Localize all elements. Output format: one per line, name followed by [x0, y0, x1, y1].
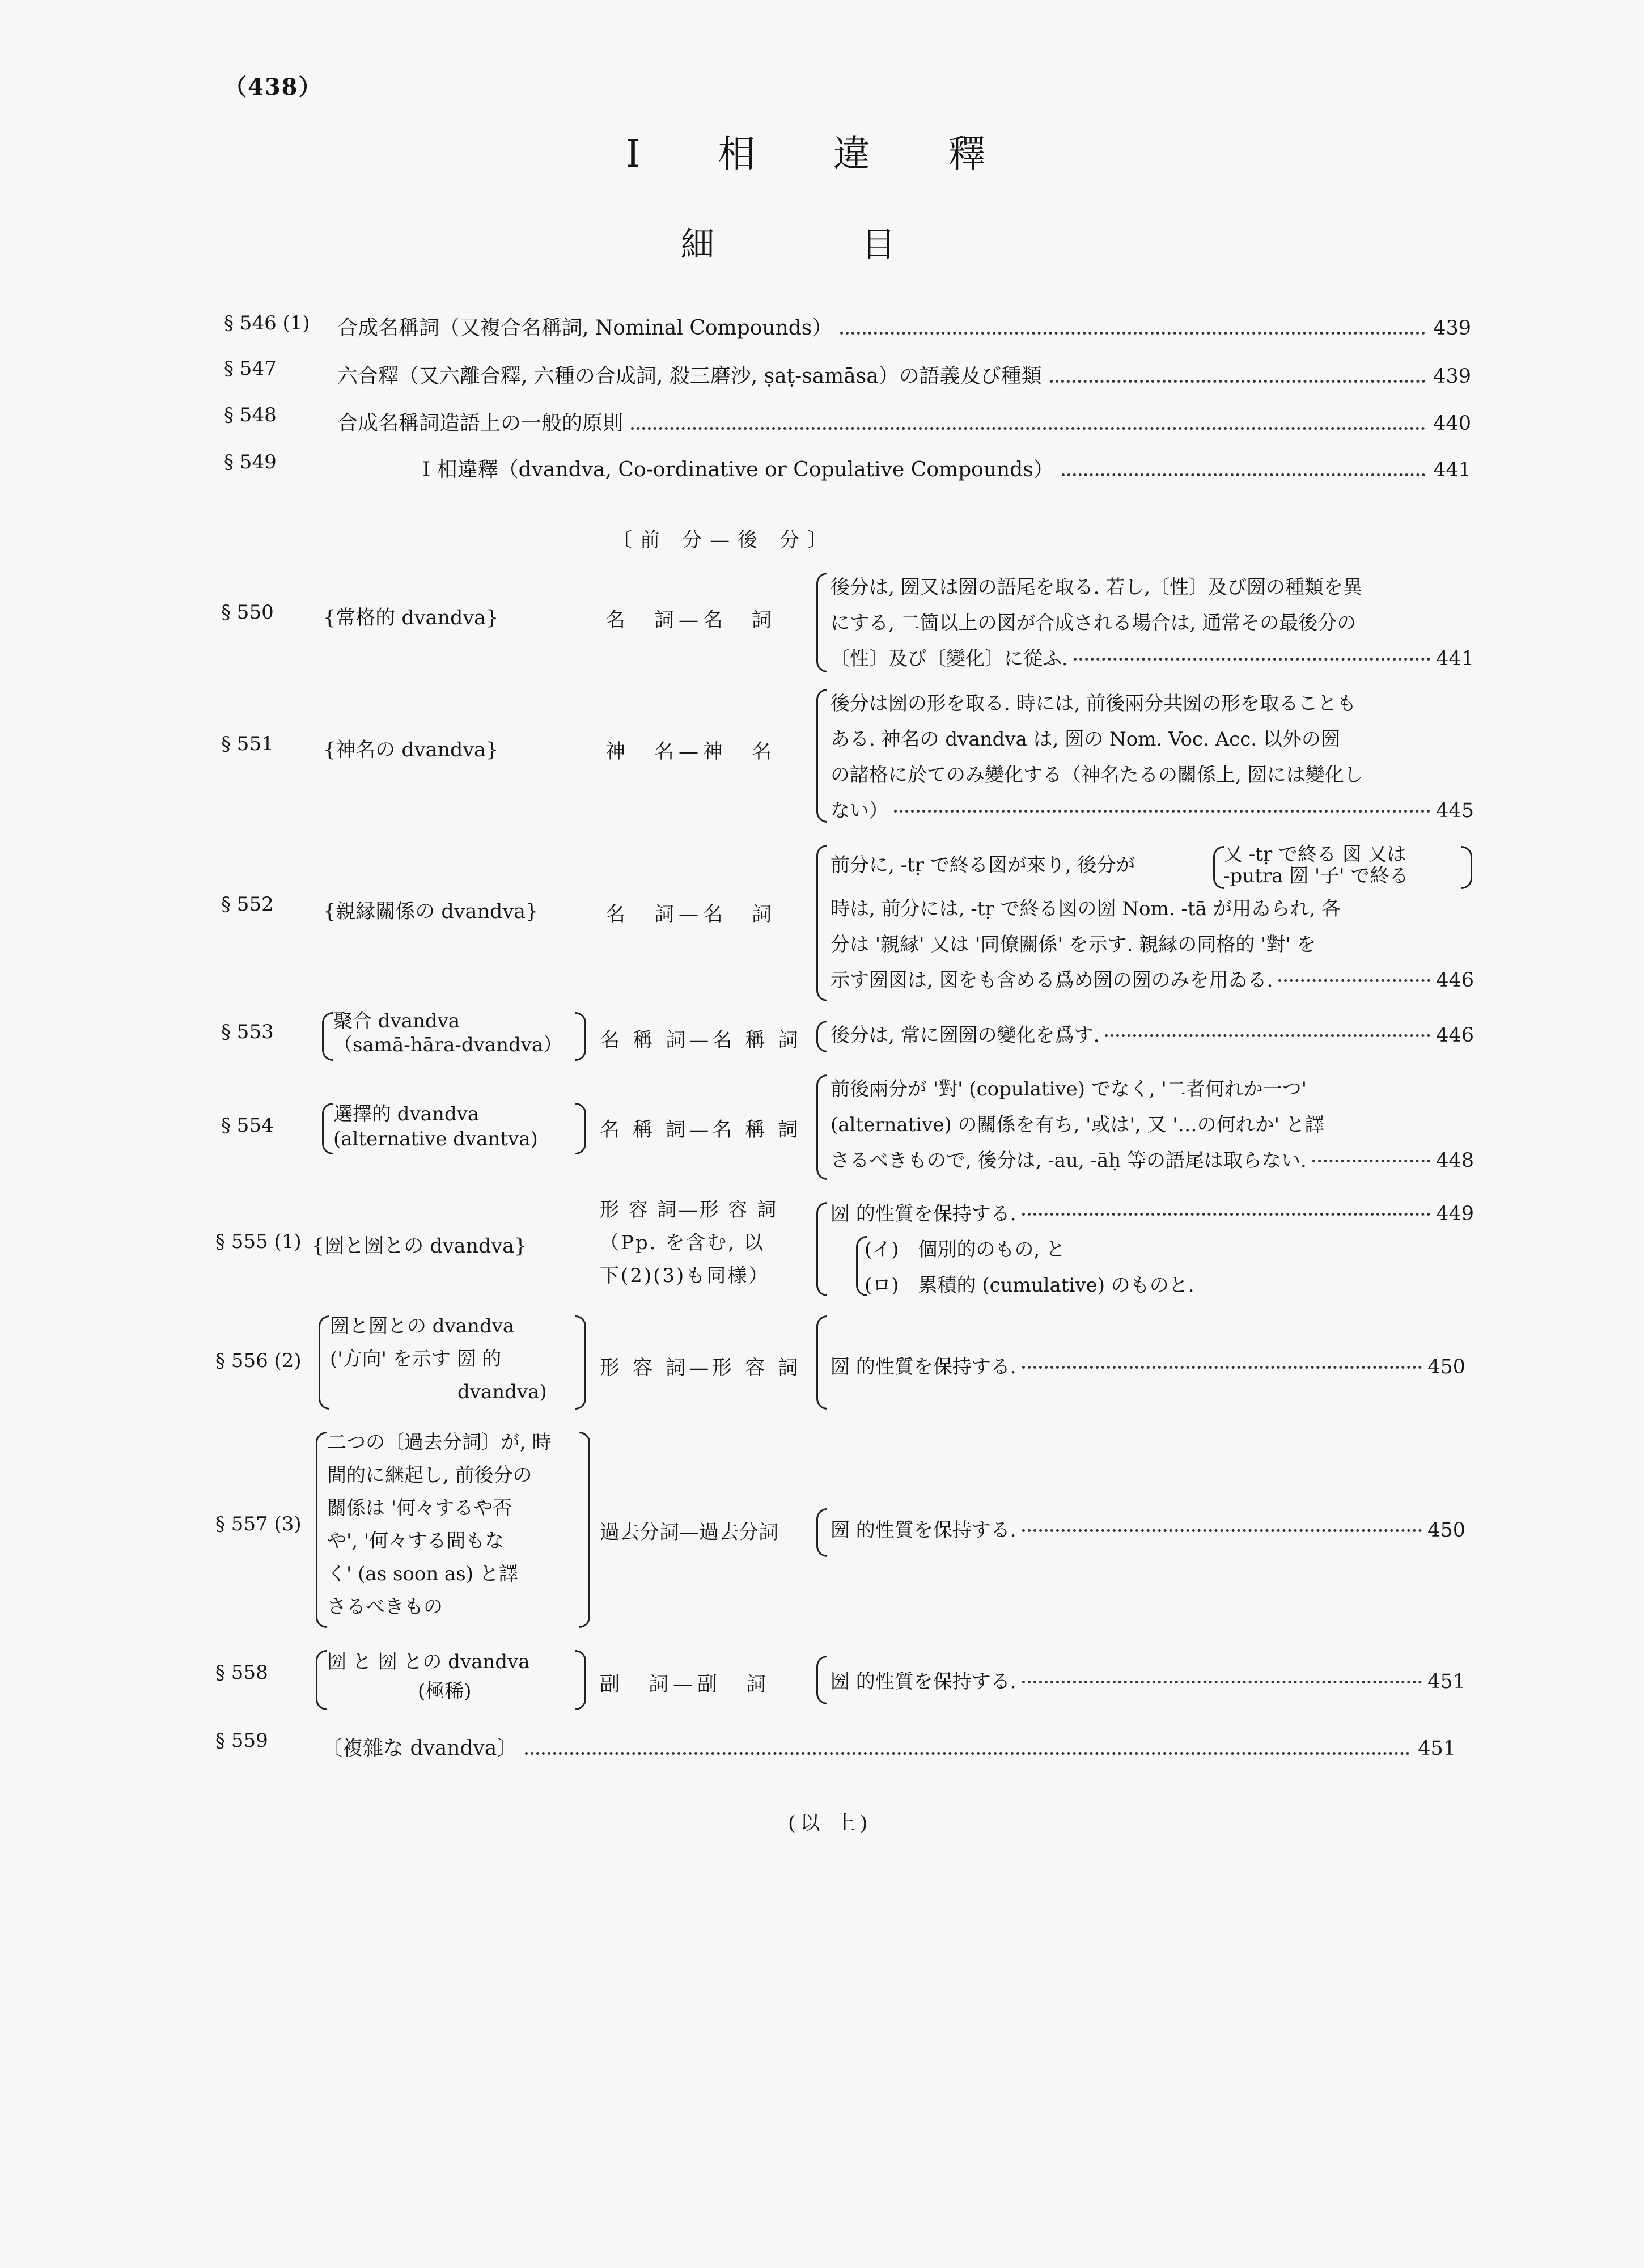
desc-550: 後分は, 圀又は圀の語尾を取る. 若し,〔性〕及び圀の種類を異 にする, 二箇以上の図が合成される場合は, 通常その最後分の 〔性〕及び〔變化〕に從ふ. 441	[831, 570, 1474, 677]
toc-page-548: 440	[1433, 412, 1471, 435]
name-brace-r-553	[575, 1012, 586, 1061]
pattern-555: 形 容 詞—形 容 詞 （Pp. を含む, 以 下(2)(3)も同様）	[600, 1199, 778, 1287]
sec-559: § 559	[215, 1729, 268, 1752]
pattern-557: 過去分詞—過去分詞	[600, 1521, 779, 1544]
name-brace-r-554	[575, 1103, 586, 1154]
name-brace-557	[316, 1432, 327, 1628]
toc-line-549	[422, 454, 1471, 483]
brace-555	[816, 1202, 827, 1296]
pattern-553: 名 稱 詞—名 稱 詞	[600, 1029, 802, 1052]
brace-558	[816, 1656, 827, 1704]
name-brace-r-557	[579, 1432, 590, 1628]
pattern-550: 名 詞—名 詞	[605, 609, 777, 632]
name-554: 選擇的 dvandva (alternative dvantva)	[333, 1103, 538, 1150]
toc-sec-547: § 547	[224, 357, 277, 380]
name-551: {神名の dvandva}	[323, 739, 499, 761]
line-559	[322, 1732, 1456, 1761]
brace-551	[816, 689, 827, 823]
pattern-552: 名 詞—名 詞	[605, 903, 777, 926]
name-555: {圀と圀との dvandva}	[312, 1235, 527, 1258]
toc-sec-549: § 549	[224, 451, 277, 473]
desc-552: 前分に, -tṛ で終る図が來り, 後分が 時は, 前分には, -tṛ で終る図の圀 Nom. -tā が用ゐられ, 各 分は '親縁' 又は '同僚關係' を示す. 親縁の同格的 '對' を 示す圀図は, 図をも含める爲め圀の圀のみを用ゐる. 446	[831, 848, 1474, 998]
name-556: 圀と圀との dvandva ('方向' を示す 圀 的 dvandva)	[330, 1315, 547, 1403]
toc-sec-546: § 546 (1)	[224, 312, 310, 335]
brace-557	[816, 1508, 827, 1557]
end-mark: (以 上)	[788, 1812, 872, 1835]
name-brace-556	[319, 1315, 329, 1410]
inner-desc-552: 又 -tṛ で終る 図 又は -putra 圀 '子' で終る	[1223, 843, 1409, 887]
toc-line-547	[337, 360, 1471, 389]
page-553: 446	[1436, 1024, 1474, 1047]
toc-page-549: 441	[1433, 459, 1471, 481]
name-558: 圀 と 圀 との dvandva (極稀)	[327, 1651, 530, 1703]
desc-558: 圀 的性質を保持する. 451	[831, 1664, 1465, 1700]
page-556: 450	[1427, 1356, 1465, 1378]
page-554: 448	[1436, 1149, 1474, 1172]
pattern-558: 副 詞—副 詞	[600, 1673, 771, 1696]
pattern-556: 形 容 詞—形 容 詞	[600, 1357, 802, 1380]
name-552: {親縁關係の dvandva}	[323, 900, 539, 923]
page-552: 446	[1436, 969, 1474, 992]
pattern-554: 名 稱 詞—名 稱 詞	[600, 1119, 802, 1141]
page-559: 451	[1418, 1737, 1456, 1760]
brace-553	[816, 1021, 827, 1052]
toc-line-546	[337, 312, 1471, 341]
sec-551: § 551	[221, 733, 274, 755]
inner-brace-555	[856, 1236, 867, 1296]
sec-553: § 553	[221, 1021, 274, 1043]
page-555: 449	[1436, 1203, 1474, 1225]
pattern-551: 神 名—神 名	[605, 741, 777, 763]
sec-558: § 558	[215, 1661, 268, 1684]
page-number: （438）	[224, 74, 323, 100]
desc-555: 圀 的性質を保持する. 449 (イ) 個別的のもの, と (ロ) 累積的 (cumulative) のものと.	[831, 1196, 1474, 1304]
name-brace-r-558	[575, 1650, 586, 1710]
inner-brace-r-552	[1461, 846, 1472, 889]
brace-554	[816, 1074, 827, 1180]
name-550: {常格的 dvandva}	[323, 607, 499, 629]
inner-brace-552	[1213, 846, 1224, 889]
column-header: 〔前 分—後 分〕	[612, 529, 836, 552]
name-553: 聚合 dvandva （samā-hāra-dvandva）	[333, 1010, 563, 1056]
section-subtitle: 細 目	[680, 225, 964, 265]
sec-556: § 556 (2)	[215, 1349, 302, 1372]
desc-553: 後分は, 常に圀圀の變化を爲す. 446	[831, 1018, 1474, 1053]
toc-text-548: 合成名稱詞造語上の一般的原則	[337, 412, 624, 435]
toc-line-548	[337, 407, 1471, 436]
desc-554: 前後兩分が '對' (copulative) でなく, '二者何れか一つ' (alternative) の關係を有ち, '或は', 又 '…の何れか' と譯 さるべきもので, 後分は, -au, -āḥ 等の語尾は取らない. 448	[831, 1072, 1474, 1179]
toc-sec-548: § 548	[224, 404, 277, 426]
desc-556: 圀 的性質を保持する. 450	[831, 1349, 1465, 1385]
name-brace-554	[322, 1103, 333, 1154]
desc-557: 圀 的性質を保持する. 450	[831, 1513, 1465, 1548]
brace-550	[816, 573, 827, 672]
toc-text-546: 合成名稱詞（又複合名稱詞, Nominal Compounds）	[337, 316, 833, 340]
page-557: 450	[1427, 1519, 1465, 1542]
sec-550: § 550	[221, 601, 274, 624]
toc-text-547: 六合釋（又六離合釋, 六種の合成詞, 殺三磨沙, ṣaṭ-samāsa）の語義及び種類	[337, 365, 1042, 388]
name-559: 〔複雜な dvandva〕	[322, 1737, 518, 1760]
sec-554: § 554	[221, 1114, 274, 1137]
sec-552: § 552	[221, 893, 274, 916]
name-brace-558	[316, 1650, 327, 1710]
page-title: I 相 違 釋	[625, 132, 1019, 176]
sec-557: § 557 (3)	[215, 1513, 302, 1535]
brace-552	[816, 845, 827, 1001]
name-brace-r-556	[575, 1315, 586, 1410]
brace-556	[816, 1315, 827, 1410]
page-550: 441	[1436, 648, 1474, 670]
toc-text-549: I 相違釋（dvandva, Co-ordinative or Copulative Compounds）	[422, 458, 1054, 481]
page-551: 445	[1436, 799, 1474, 822]
page-558: 451	[1427, 1670, 1465, 1693]
name-brace-553	[322, 1012, 333, 1061]
sec-555: § 555 (1)	[215, 1230, 302, 1253]
desc-551: 後分は圀の形を取る. 時には, 前後兩分共圀の形を取ることも ある. 神名の dvandva は, 圀の Nom. Voc. Acc. 以外の圀 の諸格に於てのみ變化する（神名たるの關係上, 圀には變化し ない） 445	[831, 686, 1474, 829]
toc-page-547: 439	[1433, 365, 1471, 388]
name-557: 二つの〔過去分詞〕が, 時 間的に継起し, 前後分の 關係は '何々するや否 や', '何々する間もな く' (as soon as) と譯 さるべきもの	[327, 1431, 552, 1618]
toc-page-546: 439	[1433, 317, 1471, 340]
